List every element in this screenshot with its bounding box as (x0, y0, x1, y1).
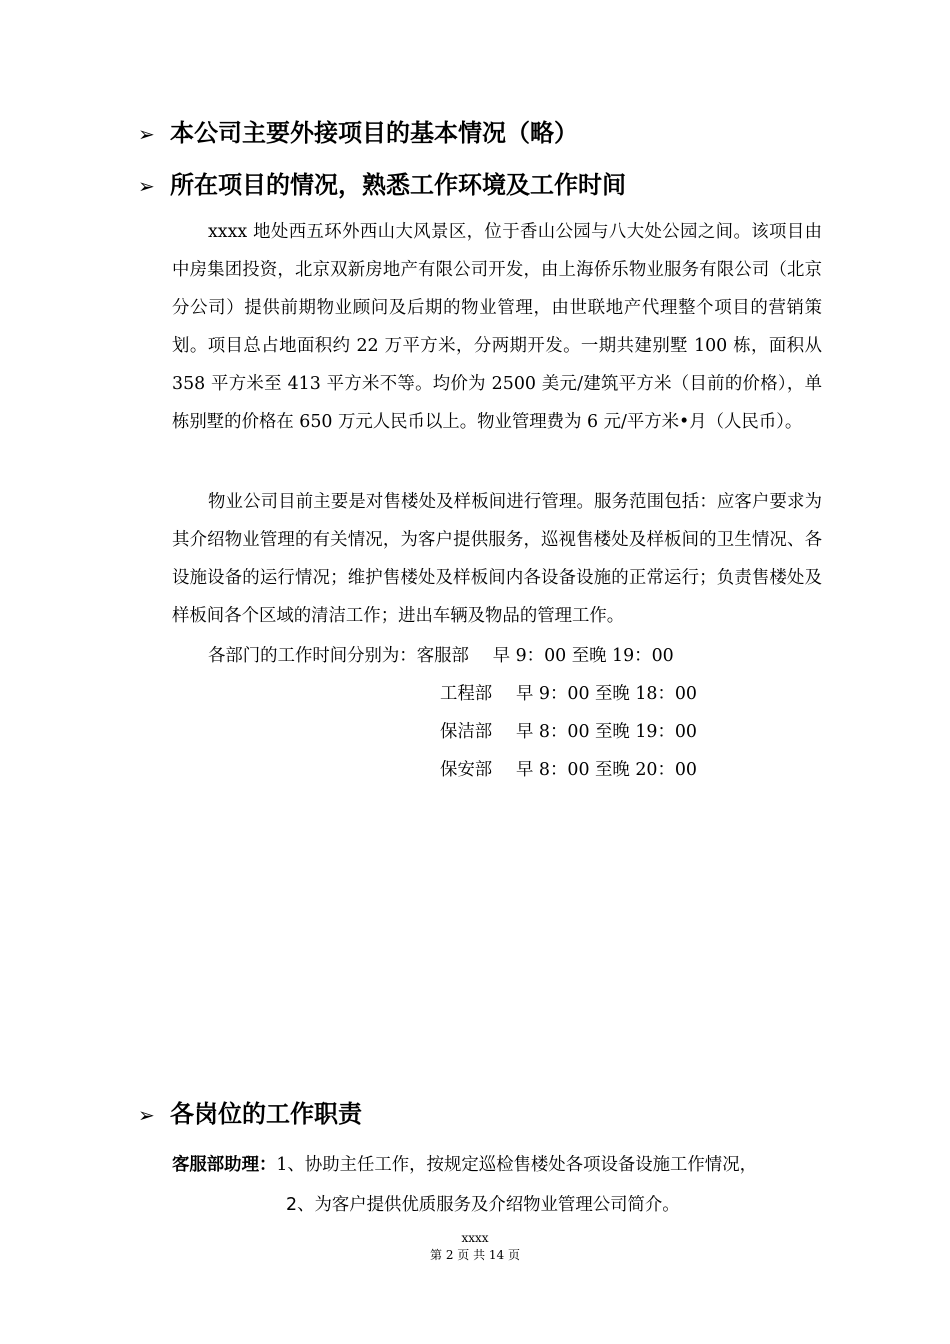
section-heading-job-duties (138, 1099, 362, 1130)
heading-text: 所在项目的情况，熟悉工作环境及工作时间 (170, 171, 626, 199)
arrow-bullet-icon: ➢ (138, 174, 155, 198)
schedule-time: 早 9：00 至晚 19：00 (492, 646, 674, 666)
schedule-intro (208, 637, 674, 675)
schedule-dept: 保安部 (440, 760, 493, 780)
schedule-time: 早 9：00 至晚 18：00 (516, 684, 697, 704)
schedule-time: 早 8：00 至晚 19：00 (516, 722, 697, 742)
duty-role-label: 客服部助理： (172, 1155, 277, 1175)
paragraph-property-service: 物业公司目前主要是对售楼处及样板间进行管理。服务范围包括：应客户要求为其介绍物业管理的有关情况，为客户提供服务，巡视售楼处及样板间的卫生情况、各设施设备的运行情况；维护售楼处及样板间内各设备设施的正常运行；负责售楼处及样板间各个区域的清洁工作；进出车辆及物品的管理工作。 (172, 492, 822, 626)
section-heading-external-projects (138, 118, 578, 149)
footer-page-number: 第 2 页 共 14 页 (430, 1248, 520, 1262)
schedule-row (440, 675, 697, 713)
schedule-intro-text: 各部门的工作时间分别为： (208, 646, 417, 666)
schedule-dept: 客服部 (416, 646, 469, 666)
paragraph-project-overview: xxxx 地处西五环外西山大风景区，位于香山公园与八大处公园之间。该项目由中房集团投资，北京双新房地产有限公司开发，由上海侨乐物业服务有限公司（北京分公司）提供前期物业顾问及后期的物业管理，由世联地产代理整个项目的营销策划。项目总占地面积约 22 万平方米，分两期开发。一期共建别墅 100 栋，面积从 358 平方米至 413 平方米不等。均价为 2500 美元/建筑平方米（目前的价格），单栋别墅的价格在 650 万元人民币以上。物业管理费为 6 元/平方米•月（人民币）。 (172, 222, 822, 432)
footer-doc-name: xxxx (461, 1231, 489, 1245)
duty-item-1 (172, 1148, 757, 1182)
duty-text: 1、协助主任工作，按规定巡检售楼处各项设备设施工作情况， (276, 1155, 757, 1175)
heading-text: 各岗位的工作职责 (170, 1100, 362, 1128)
arrow-bullet-icon: ➢ (138, 122, 155, 146)
arrow-bullet-icon: ➢ (138, 1103, 155, 1127)
section-heading-project-situation (138, 170, 626, 201)
duty-item-2: 2、为客户提供优质服务及介绍物业管理公司简介。 (286, 1195, 680, 1215)
schedule-row (440, 713, 697, 751)
schedule-row (440, 751, 697, 789)
schedule-time: 早 8：00 至晚 20：00 (516, 760, 697, 780)
schedule-dept: 工程部 (440, 684, 493, 704)
schedule-dept: 保洁部 (440, 722, 493, 742)
heading-text: 本公司主要外接项目的基本情况（略） (170, 119, 578, 147)
